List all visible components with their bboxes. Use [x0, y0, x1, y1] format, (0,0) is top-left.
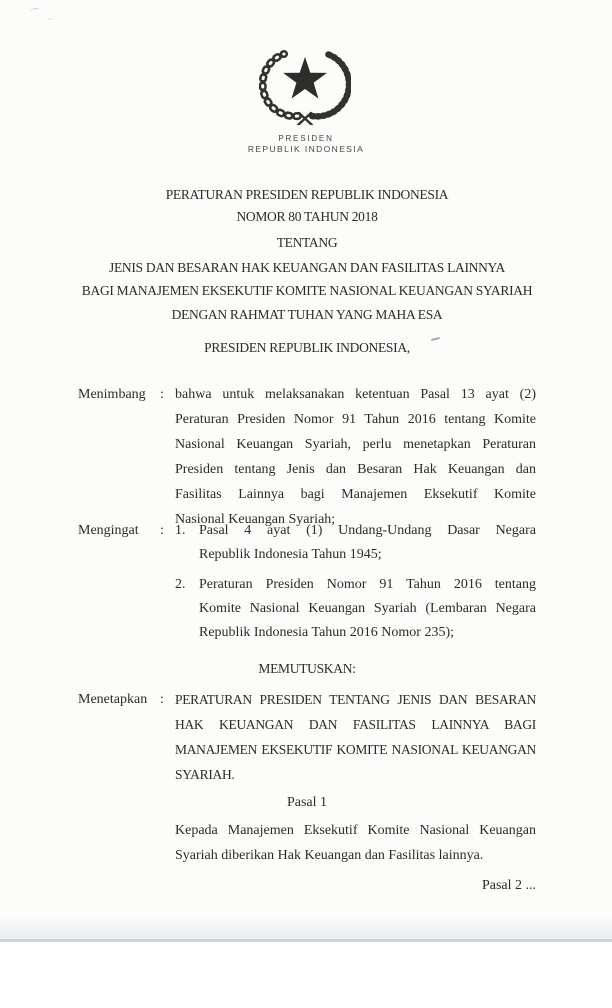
star-icon: [283, 57, 327, 99]
scan-speck: [30, 7, 41, 14]
mengingat-item-2: [175, 573, 536, 645]
mengingat-section: [78, 519, 536, 645]
regulation-title-line1: PERATURAN PRESIDEN REPUBLIK INDONESIA: [165, 187, 449, 202]
text-line: Syariah diberikan Hak Keuangan dan Fasilitas lainnya.: [175, 848, 484, 863]
text-line: bahwa untuk melaksanakan ketentuan Pasal 13 ayat (2): [175, 387, 536, 402]
text-line: HAK KEUANGAN DAN FASILITAS LAINNYA BAGI: [175, 717, 536, 732]
text-line: Republik Indonesia Tahun 1945;: [199, 547, 382, 562]
pasal-1-heading: Pasal 1: [286, 795, 328, 810]
catchword-pasal-2: Pasal 2 ...: [481, 878, 536, 893]
scan-speck: [47, 15, 53, 20]
regulation-number: NOMOR 80 TAHUN 2018: [236, 209, 378, 224]
text-line: Peraturan Presiden Nomor 91 Tahun 2016 tentang: [199, 577, 536, 592]
text-line: Pasal 4 ayat (1) Undang-Undang Dasar Negara: [199, 523, 536, 538]
tentang-heading: TENTANG: [276, 235, 338, 250]
item-text: [199, 573, 536, 645]
mengingat-label: Mengingat: [78, 523, 139, 538]
menetapkan-label: Menetapkan: [78, 692, 148, 707]
text-line: SYARIAH.: [175, 767, 235, 782]
national-emblem-icon: [259, 40, 351, 125]
menetapkan-colon: :: [160, 692, 164, 707]
text-line: MANAJEMEN EKSEKUTIF KOMITE NASIONAL KEUANGAN: [175, 742, 536, 757]
letterhead-line1: PRESIDEN: [278, 134, 334, 143]
menimbang-colon: :: [160, 387, 164, 402]
subject-line2: BAGI MANAJEMEN EKSEKUTIF KOMITE NASIONAL KEUANGAN SYARIAH: [81, 283, 533, 298]
menetapkan-section: [78, 687, 536, 787]
text-line: Fasilitas Lainnya bagi Manajemen Eksekutif Komite: [175, 487, 536, 502]
menimbang-label: Menimbang: [78, 387, 146, 402]
letterhead-line2: REPUBLIK INDONESIA: [247, 144, 365, 154]
mengingat-colon: :: [160, 523, 164, 538]
text-line: PERATURAN PRESIDEN TENTANG JENIS DAN BESARAN: [175, 692, 536, 707]
invocation-line: DENGAN RAHMAT TUHAN YANG MAHA ESA: [171, 307, 443, 322]
wreath-right-branch: [312, 54, 349, 116]
scan-edge-band: [0, 915, 612, 940]
mengingat-item-1: [175, 519, 536, 567]
mengingat-list: [175, 519, 536, 645]
text-line: Peraturan Presiden Nomor 91 Tahun 2016 tentang Komite: [175, 412, 536, 427]
scan-edge-below: [0, 942, 612, 1008]
text-line: Presiden tentang Jenis dan Besaran Hak Keuangan dan: [175, 462, 536, 477]
item-number: 2.: [175, 577, 186, 592]
text-line: Republik Indonesia Tahun 2016 Nomor 235);: [199, 625, 455, 640]
memutuskan-heading: MEMUTUSKAN:: [258, 661, 356, 676]
wreath-left-branch: [263, 54, 298, 116]
authority-line: PRESIDEN REPUBLIK INDONESIA,: [204, 340, 410, 355]
text-line: Nasional Keuangan Syariah, perlu menetapkan Peraturan: [175, 437, 536, 452]
text-line: Komite Nasional Keuangan Syariah (Lembaran Negara: [199, 601, 536, 616]
subject-line1: JENIS DAN BESARAN HAK KEUANGAN DAN FASILITAS LAINNYA: [109, 260, 505, 275]
item-number: 1.: [175, 523, 186, 538]
menimbang-text: [175, 382, 536, 532]
text-line: Kepada Manajemen Eksekutif Komite Nasional Keuangan: [175, 823, 536, 838]
letterhead: [0, 133, 612, 155]
menetapkan-text: [175, 687, 536, 787]
pasal-1-text: [175, 818, 536, 868]
menimbang-section: [78, 382, 536, 532]
text-line: Nasional Keuangan Syariah;: [175, 512, 336, 527]
item-text: [199, 519, 536, 567]
